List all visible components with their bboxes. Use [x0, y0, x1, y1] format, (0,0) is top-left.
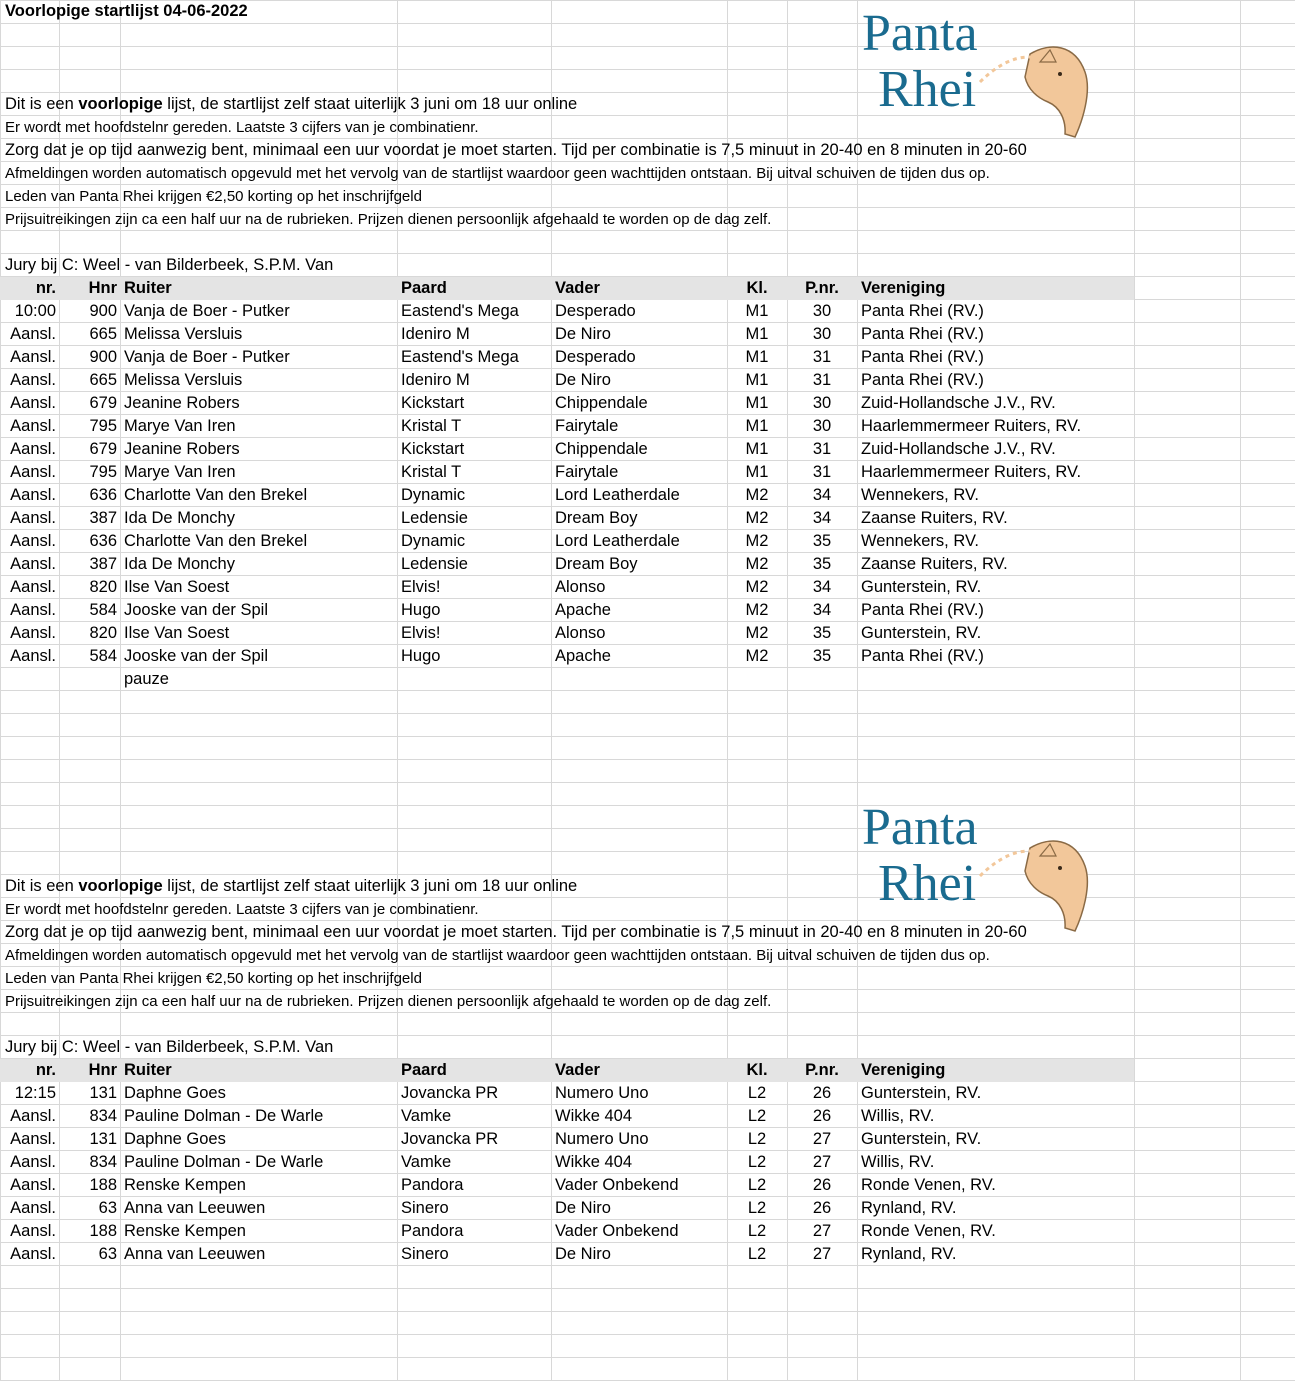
cell-paard: Kickstart — [401, 394, 465, 412]
note-line-4: Afmeldingen worden automatisch opgevuld met het vervolg van de startlijst waardoor geen wachttijden ontstaan. Bij uitval schuiven de tijden dus op. — [5, 165, 990, 182]
cell-ruiter: Jooske van der Spil — [124, 647, 268, 665]
cell-kl: M2 — [745, 509, 769, 527]
cell-hnr: 665 — [89, 371, 117, 389]
cell-nr: Aansl. — [10, 624, 56, 642]
cell-pnr: 26 — [812, 1176, 832, 1194]
cell-vader: Desperado — [555, 348, 636, 366]
jury-row — [0, 1036, 1295, 1059]
cell-vader: Wikke 404 — [555, 1153, 633, 1171]
cell-kl: M1 — [745, 325, 769, 343]
cell-kl: M2 — [745, 486, 769, 504]
cell-paard: Pandora — [401, 1222, 464, 1240]
cell-vereniging: Rynland, RV. — [861, 1245, 957, 1263]
cell-vereniging: Wennekers, RV. — [861, 486, 980, 504]
cell-nr: Aansl. — [10, 394, 56, 412]
svg-text:Rhei: Rhei — [878, 855, 977, 912]
cell-hnr: 900 — [89, 348, 117, 366]
cell-pnr: 30 — [812, 302, 832, 320]
cell-vader: Chippendale — [555, 440, 648, 458]
note-line-2: Er wordt met hoofdstelnr gereden. Laatste 3 cijfers van je combinatienr. — [5, 901, 479, 918]
cell-nr: Aansl. — [10, 417, 56, 435]
cell-nr: Aansl. — [10, 463, 56, 481]
header-paard: Paard — [401, 1061, 447, 1079]
cell-paard: Pandora — [401, 1176, 464, 1194]
cell-pnr: 31 — [812, 440, 832, 458]
table-row — [0, 300, 1295, 323]
cell-paard: Jovancka PR — [401, 1084, 499, 1102]
cell-vader: De Niro — [555, 1199, 611, 1217]
cell-hnr: 131 — [89, 1084, 117, 1102]
cell-pnr: 27 — [812, 1130, 832, 1148]
table-row — [0, 415, 1295, 438]
cell-hnr: 820 — [89, 578, 117, 596]
note-line-5: Leden van Panta Rhei krijgen €2,50 korting op het inschrijfgeld — [5, 970, 422, 987]
cell-pnr: 34 — [812, 578, 832, 596]
table-row — [0, 484, 1295, 507]
cell-hnr: 188 — [89, 1222, 117, 1240]
cell-hnr: 636 — [89, 532, 117, 550]
cell-hnr: 636 — [89, 486, 117, 504]
cell-kl: M1 — [745, 440, 769, 458]
cell-vereniging: Gunterstein, RV. — [861, 1130, 982, 1148]
table-row — [0, 599, 1295, 622]
table-row — [0, 1243, 1295, 1266]
cell-kl: L2 — [747, 1245, 767, 1263]
cell-vader: Fairytale — [555, 463, 619, 481]
note-row — [0, 898, 1295, 921]
cell-paard: Elvis! — [401, 578, 441, 596]
pause-row — [0, 668, 1295, 691]
header-vereniging: Vereniging — [861, 279, 946, 297]
note-line-6: Prijsuitreikingen zijn ca een half uur na de rubrieken. Prijzen dienen persoonlijk afgehaald te worden op de dag zelf. — [5, 211, 772, 228]
note-row — [0, 139, 1295, 162]
table-row — [0, 1128, 1295, 1151]
cell-ruiter: Melissa Versluis — [124, 325, 243, 343]
cell-ruiter: Pauline Dolman - De Warle — [124, 1153, 324, 1171]
cell-vereniging: Zuid-Hollandsche J.V., RV. — [861, 440, 1056, 458]
cell-kl: L2 — [747, 1222, 767, 1240]
cell-vader: Fairytale — [555, 417, 619, 435]
cell-nr: 10:00 — [14, 302, 56, 320]
cell-pnr: 35 — [812, 555, 832, 573]
cell-vader: Dream Boy — [555, 509, 638, 527]
cell-paard: Dynamic — [401, 532, 466, 550]
header-kl: Kl. — [746, 279, 768, 297]
cell-ruiter: Daphne Goes — [124, 1130, 226, 1148]
cell-paard: Ideniro M — [401, 371, 470, 389]
cell-vereniging: Panta Rhei (RV.) — [861, 601, 984, 619]
cell-hnr: 63 — [98, 1245, 117, 1263]
note-line-6: Prijsuitreikingen zijn ca een half uur na de rubrieken. Prijzen dienen persoonlijk afgehaald te worden op de dag zelf. — [5, 993, 772, 1010]
cell-vereniging: Zuid-Hollandsche J.V., RV. — [861, 394, 1056, 412]
cell-paard: Hugo — [401, 601, 441, 619]
cell-kl: L2 — [747, 1199, 767, 1217]
cell-hnr: 679 — [89, 394, 117, 412]
cell-vader: Lord Leatherdale — [555, 532, 680, 550]
table-row — [0, 645, 1295, 668]
note-row — [0, 990, 1295, 1013]
cell-hnr: 584 — [89, 647, 117, 665]
cell-pnr: 34 — [812, 486, 832, 504]
cell-pnr: 26 — [812, 1084, 832, 1102]
cell-paard: Dynamic — [401, 486, 466, 504]
table-row — [0, 553, 1295, 576]
cell-ruiter: Ilse Van Soest — [124, 578, 230, 596]
jury-row — [0, 254, 1295, 277]
header-paard: Paard — [401, 279, 447, 297]
cell-vader: De Niro — [555, 1245, 611, 1263]
cell-pnr: 30 — [812, 417, 832, 435]
svg-text:Panta: Panta — [862, 799, 978, 856]
note-row — [0, 185, 1295, 208]
cell-hnr: 63 — [98, 1199, 117, 1217]
cell-vader: Numero Uno — [555, 1130, 649, 1148]
cell-vereniging: Zaanse Ruiters, RV. — [861, 509, 1008, 527]
note-row — [0, 116, 1295, 139]
cell-paard: Ledensie — [401, 555, 468, 573]
title-row — [0, 0, 1295, 23]
svg-text:Panta: Panta — [862, 5, 978, 62]
cell-pnr: 31 — [812, 348, 832, 366]
cell-hnr: 188 — [89, 1176, 117, 1194]
table-row — [0, 1197, 1295, 1220]
cell-kl: M2 — [745, 647, 769, 665]
cell-vereniging: Ronde Venen, RV. — [861, 1176, 996, 1194]
cell-ruiter: Daphne Goes — [124, 1084, 226, 1102]
header-vader: Vader — [555, 279, 600, 297]
cell-kl: M1 — [745, 371, 769, 389]
cell-hnr: 679 — [89, 440, 117, 458]
cell-vereniging: Ronde Venen, RV. — [861, 1222, 996, 1240]
cell-hnr: 834 — [89, 1107, 117, 1125]
cell-paard: Ideniro M — [401, 325, 470, 343]
cell-ruiter: Ida De Monchy — [124, 509, 235, 527]
cell-nr: Aansl. — [10, 1176, 56, 1194]
cell-paard: Eastend's Mega — [401, 302, 519, 320]
cell-vader: De Niro — [555, 325, 611, 343]
cell-paard: Vamke — [401, 1107, 452, 1125]
note-line-2: Er wordt met hoofdstelnr gereden. Laatste 3 cijfers van je combinatienr. — [5, 119, 479, 136]
cell-vader: Vader Onbekend — [555, 1176, 679, 1194]
cell-hnr: 834 — [89, 1153, 117, 1171]
cell-nr: Aansl. — [10, 440, 56, 458]
header-pnr: P.nr. — [805, 279, 839, 297]
cell-vereniging: Haarlemmermeer Ruiters, RV. — [861, 463, 1082, 481]
table-row — [0, 392, 1295, 415]
cell-pnr: 27 — [812, 1222, 832, 1240]
cell-nr: Aansl. — [10, 601, 56, 619]
cell-vereniging: Willis, RV. — [861, 1107, 935, 1125]
cell-vereniging: Wennekers, RV. — [861, 532, 980, 550]
cell-paard: Kristal T — [401, 463, 462, 481]
cell-vereniging: Panta Rhei (RV.) — [861, 348, 984, 366]
cell-kl: M1 — [745, 348, 769, 366]
header-vader: Vader — [555, 1061, 600, 1079]
cell-nr: 12:15 — [14, 1084, 56, 1102]
cell-ruiter: Vanja de Boer - Putker — [124, 348, 290, 366]
cell-vader: Lord Leatherdale — [555, 486, 680, 504]
table-row — [0, 323, 1295, 346]
cell-hnr: 387 — [89, 555, 117, 573]
cell-kl: L2 — [747, 1130, 767, 1148]
cell-vader: Apache — [555, 601, 611, 619]
cell-ruiter: Anna van Leeuwen — [124, 1199, 266, 1217]
header-ruiter: Ruiter — [124, 1061, 172, 1079]
cell-paard: Kickstart — [401, 440, 465, 458]
cell-kl: L2 — [747, 1176, 767, 1194]
note-line-3: Zorg dat je op tijd aanwezig bent, minimaal een uur voordat je moet starten. Tijd per combinatie is 7,5 minuut in 20-40 en 8 minuten in 20-60 — [5, 141, 1027, 159]
cell-pnr: 35 — [812, 647, 832, 665]
note-line-5: Leden van Panta Rhei krijgen €2,50 korting op het inschrijfgeld — [5, 188, 422, 205]
cell-nr: Aansl. — [10, 1153, 56, 1171]
cell-pnr: 26 — [812, 1199, 832, 1217]
cell-nr: Aansl. — [10, 325, 56, 343]
cell-pnr: 26 — [812, 1107, 832, 1125]
note-row — [0, 162, 1295, 185]
cell-vader: Chippendale — [555, 394, 648, 412]
cell-vereniging: Panta Rhei (RV.) — [861, 371, 984, 389]
table-row — [0, 576, 1295, 599]
cell-nr: Aansl. — [10, 532, 56, 550]
cell-ruiter: Anna van Leeuwen — [124, 1245, 266, 1263]
cell-vereniging: Gunterstein, RV. — [861, 578, 982, 596]
cell-paard: Vamke — [401, 1153, 452, 1171]
cell-vader: Vader Onbekend — [555, 1222, 679, 1240]
cell-ruiter: Renske Kempen — [124, 1176, 246, 1194]
cell-ruiter: Jooske van der Spil — [124, 601, 268, 619]
cell-pnr: 27 — [812, 1153, 832, 1171]
cell-kl: M2 — [745, 601, 769, 619]
cell-ruiter: Renske Kempen — [124, 1222, 246, 1240]
cell-ruiter: Marye Van Iren — [124, 463, 236, 481]
cell-ruiter: Pauline Dolman - De Warle — [124, 1107, 324, 1125]
cell-ruiter: Vanja de Boer - Putker — [124, 302, 290, 320]
cell-kl: M2 — [745, 578, 769, 596]
table-row — [0, 622, 1295, 645]
note-row — [0, 208, 1295, 231]
header-ruiter: Ruiter — [124, 279, 172, 297]
cell-paard: Jovancka PR — [401, 1130, 499, 1148]
table-row — [0, 346, 1295, 369]
table-row — [0, 1105, 1295, 1128]
note-row — [0, 875, 1295, 898]
cell-ruiter: Melissa Versluis — [124, 371, 243, 389]
jury-label: Jury bij C: Weel - van Bilderbeek, S.P.M. Van — [5, 1038, 334, 1056]
table-row — [0, 1174, 1295, 1197]
cell-nr: Aansl. — [10, 509, 56, 527]
cell-ruiter: Jeanine Robers — [124, 440, 240, 458]
cell-vader: Alonso — [555, 624, 606, 642]
cell-vader: Desperado — [555, 302, 636, 320]
cell-nr: Aansl. — [10, 1245, 56, 1263]
table-header — [0, 1059, 1134, 1082]
header-hnr: Hnr — [88, 279, 117, 297]
pause-label: pauze — [124, 670, 169, 688]
table-row — [0, 369, 1295, 392]
cell-hnr: 900 — [89, 302, 117, 320]
cell-nr: Aansl. — [10, 647, 56, 665]
cell-kl: M1 — [745, 302, 769, 320]
cell-pnr: 31 — [812, 371, 832, 389]
table-row — [0, 1082, 1295, 1105]
cell-nr: Aansl. — [10, 486, 56, 504]
cell-ruiter: Ilse Van Soest — [124, 624, 230, 642]
cell-kl: M2 — [745, 624, 769, 642]
cell-paard: Elvis! — [401, 624, 441, 642]
table-row — [0, 1220, 1295, 1243]
cell-vereniging: Willis, RV. — [861, 1153, 935, 1171]
cell-pnr: 35 — [812, 624, 832, 642]
note-line-4: Afmeldingen worden automatisch opgevuld met het vervolg van de startlijst waardoor geen wachttijden ontstaan. Bij uitval schuiven de tijden dus op. — [5, 947, 990, 964]
table-row — [0, 1151, 1295, 1174]
table-row — [0, 461, 1295, 484]
table-row — [0, 507, 1295, 530]
cell-vereniging: Panta Rhei (RV.) — [861, 302, 984, 320]
cell-nr: Aansl. — [10, 1222, 56, 1240]
cell-hnr: 795 — [89, 417, 117, 435]
cell-kl: L2 — [747, 1107, 767, 1125]
cell-hnr: 820 — [89, 624, 117, 642]
cell-ruiter: Ida De Monchy — [124, 555, 235, 573]
cell-hnr: 665 — [89, 325, 117, 343]
note-row — [0, 967, 1295, 990]
note-row — [0, 93, 1295, 116]
note-row — [0, 921, 1295, 944]
cell-paard: Ledensie — [401, 509, 468, 527]
cell-kl: M1 — [745, 394, 769, 412]
cell-nr: Aansl. — [10, 1199, 56, 1217]
cell-vader: Apache — [555, 647, 611, 665]
cell-paard: Sinero — [401, 1245, 449, 1263]
cell-kl: M2 — [745, 555, 769, 573]
note-row — [0, 944, 1295, 967]
header-vereniging: Vereniging — [861, 1061, 946, 1079]
cell-nr: Aansl. — [10, 348, 56, 366]
cell-vereniging: Gunterstein, RV. — [861, 624, 982, 642]
cell-kl: M1 — [745, 417, 769, 435]
cell-hnr: 584 — [89, 601, 117, 619]
header-nr: nr. — [35, 279, 56, 297]
cell-nr: Aansl. — [10, 555, 56, 573]
cell-vereniging: Rynland, RV. — [861, 1199, 957, 1217]
cell-vereniging: Panta Rhei (RV.) — [861, 647, 984, 665]
page-title: Voorlopige startlijst 04-06-2022 — [5, 2, 248, 20]
cell-ruiter: Charlotte Van den Brekel — [124, 486, 308, 504]
svg-text:Rhei: Rhei — [878, 61, 977, 118]
cell-pnr: 31 — [812, 463, 832, 481]
cell-kl: M2 — [745, 532, 769, 550]
cell-hnr: 387 — [89, 509, 117, 527]
note-line-3: Zorg dat je op tijd aanwezig bent, minimaal een uur voordat je moet starten. Tijd per combinatie is 7,5 minuut in 20-40 en 8 minuten in 20-60 — [5, 923, 1027, 941]
cell-vader: De Niro — [555, 371, 611, 389]
table-row — [0, 530, 1295, 553]
cell-paard: Sinero — [401, 1199, 449, 1217]
cell-pnr: 30 — [812, 325, 832, 343]
cell-paard: Kristal T — [401, 417, 462, 435]
cell-pnr: 34 — [812, 509, 832, 527]
table-row — [0, 438, 1295, 461]
cell-vereniging: Haarlemmermeer Ruiters, RV. — [861, 417, 1082, 435]
cell-vader: Wikke 404 — [555, 1107, 633, 1125]
cell-ruiter: Charlotte Van den Brekel — [124, 532, 308, 550]
cell-hnr: 131 — [89, 1130, 117, 1148]
cell-nr: Aansl. — [10, 1107, 56, 1125]
cell-vader: Numero Uno — [555, 1084, 649, 1102]
cell-vereniging: Zaanse Ruiters, RV. — [861, 555, 1008, 573]
header-pnr: P.nr. — [805, 1061, 839, 1079]
header-hnr: Hnr — [88, 1061, 117, 1079]
cell-vader: Dream Boy — [555, 555, 638, 573]
table-header — [0, 277, 1134, 300]
cell-vereniging: Gunterstein, RV. — [861, 1084, 982, 1102]
cell-kl: L2 — [747, 1084, 767, 1102]
cell-kl: L2 — [747, 1153, 767, 1171]
cell-pnr: 35 — [812, 532, 832, 550]
cell-paard: Eastend's Mega — [401, 348, 519, 366]
cell-nr: Aansl. — [10, 1130, 56, 1148]
cell-vereniging: Panta Rhei (RV.) — [861, 325, 984, 343]
note-line-1: Dit is een voorlopige lijst, de startlijst zelf staat uiterlijk 3 juni om 18 uur online — [5, 877, 578, 895]
cell-paard: Hugo — [401, 647, 441, 665]
cell-pnr: 34 — [812, 601, 832, 619]
header-kl: Kl. — [746, 1061, 768, 1079]
note-line-1: Dit is een voorlopige lijst, de startlijst zelf staat uiterlijk 3 juni om 18 uur online — [5, 95, 578, 113]
jury-label: Jury bij C: Weel - van Bilderbeek, S.P.M. Van — [5, 256, 334, 274]
cell-pnr: 27 — [812, 1245, 832, 1263]
cell-ruiter: Marye Van Iren — [124, 417, 236, 435]
cell-nr: Aansl. — [10, 578, 56, 596]
cell-pnr: 30 — [812, 394, 832, 412]
header-nr: nr. — [35, 1061, 56, 1079]
cell-vader: Alonso — [555, 578, 606, 596]
cell-hnr: 795 — [89, 463, 117, 481]
cell-kl: M1 — [745, 463, 769, 481]
cell-nr: Aansl. — [10, 371, 56, 389]
cell-ruiter: Jeanine Robers — [124, 394, 240, 412]
